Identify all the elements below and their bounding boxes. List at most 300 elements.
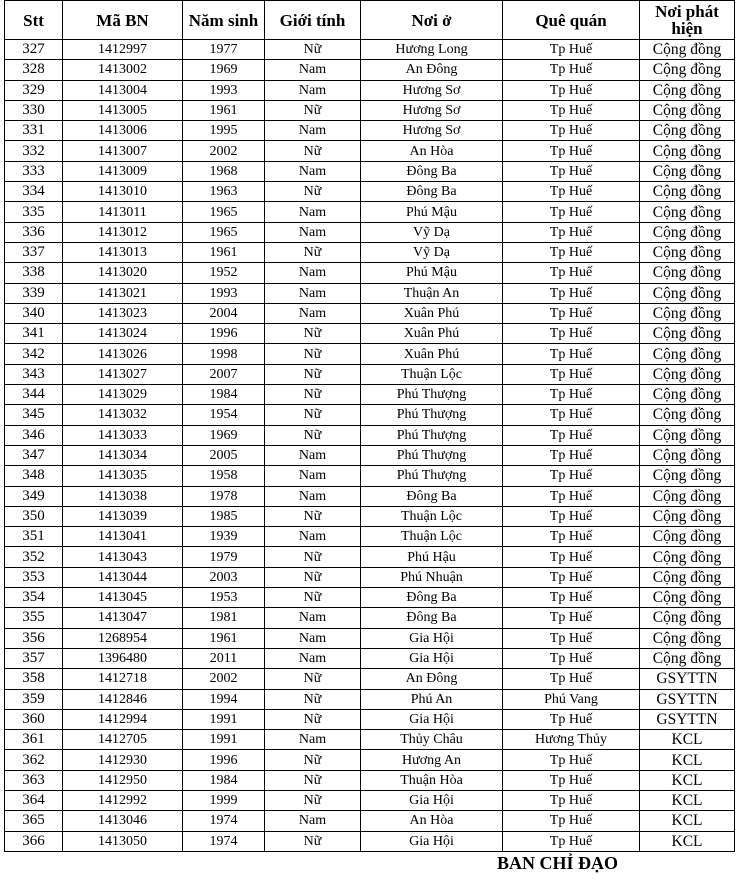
cell-patient-id: 1413002 bbox=[63, 60, 183, 80]
cell-birth-year: 2004 bbox=[183, 303, 265, 323]
cell-hometown: Hương Thủy bbox=[503, 730, 640, 750]
cell-detection-place: Cộng đồng bbox=[640, 385, 735, 405]
cell-detection-place: Cộng đồng bbox=[640, 527, 735, 547]
cell-patient-id: 1413020 bbox=[63, 263, 183, 283]
cell-birth-year: 1984 bbox=[183, 770, 265, 790]
table-row bbox=[5, 222, 735, 242]
cell-gender: Nữ bbox=[265, 790, 361, 810]
cell-birth-year: 2011 bbox=[183, 648, 265, 668]
cell-detection-place: Cộng đồng bbox=[640, 608, 735, 628]
cell-hometown: Tp Huế bbox=[503, 141, 640, 161]
cell-gender: Nữ bbox=[265, 547, 361, 567]
cell-hometown: Tp Huế bbox=[503, 100, 640, 120]
cell-birth-year: 1961 bbox=[183, 242, 265, 262]
cell-patient-id: 1413045 bbox=[63, 588, 183, 608]
table-row bbox=[5, 364, 735, 384]
cell-patient-id: 1412997 bbox=[63, 40, 183, 60]
cell-hometown: Tp Huế bbox=[503, 486, 640, 506]
cell-birth-year: 1977 bbox=[183, 40, 265, 60]
cell-stt: 344 bbox=[5, 385, 63, 405]
cell-hometown: Tp Huế bbox=[503, 506, 640, 526]
header-gender: Giới tính bbox=[265, 1, 361, 40]
cell-birth-year: 1954 bbox=[183, 405, 265, 425]
cell-birth-year: 1995 bbox=[183, 121, 265, 141]
cell-stt: 353 bbox=[5, 567, 63, 587]
cell-hometown: Tp Huế bbox=[503, 222, 640, 242]
cell-birth-year: 1952 bbox=[183, 263, 265, 283]
cell-detection-place: Cộng đồng bbox=[640, 364, 735, 384]
table-row bbox=[5, 182, 735, 202]
cell-birth-year: 1996 bbox=[183, 324, 265, 344]
cell-birth-year: 2005 bbox=[183, 445, 265, 465]
cell-hometown: Tp Huế bbox=[503, 669, 640, 689]
cell-residence: An Hòa bbox=[361, 811, 503, 831]
cell-stt: 361 bbox=[5, 730, 63, 750]
cell-hometown: Tp Huế bbox=[503, 567, 640, 587]
cell-hometown: Tp Huế bbox=[503, 831, 640, 851]
cell-residence: Đông Ba bbox=[361, 608, 503, 628]
cell-birth-year: 2002 bbox=[183, 669, 265, 689]
cell-stt: 358 bbox=[5, 669, 63, 689]
cell-birth-year: 1985 bbox=[183, 506, 265, 526]
cell-hometown: Tp Huế bbox=[503, 283, 640, 303]
cell-birth-year: 1984 bbox=[183, 385, 265, 405]
cell-gender: Nữ bbox=[265, 242, 361, 262]
cell-gender: Nữ bbox=[265, 100, 361, 120]
cell-birth-year: 1961 bbox=[183, 628, 265, 648]
table-row bbox=[5, 425, 735, 445]
table-body bbox=[5, 40, 735, 852]
cell-detection-place: Cộng đồng bbox=[640, 60, 735, 80]
cell-residence: Gia Hội bbox=[361, 628, 503, 648]
cell-patient-id: 1413047 bbox=[63, 608, 183, 628]
cell-detection-place: Cộng đồng bbox=[640, 303, 735, 323]
cell-stt: 337 bbox=[5, 242, 63, 262]
cell-stt: 331 bbox=[5, 121, 63, 141]
cell-gender: Nữ bbox=[265, 364, 361, 384]
cell-residence: An Hòa bbox=[361, 141, 503, 161]
cell-residence: Phú Thượng bbox=[361, 466, 503, 486]
cell-stt: 343 bbox=[5, 364, 63, 384]
table-row bbox=[5, 80, 735, 100]
cell-detection-place: Cộng đồng bbox=[640, 161, 735, 181]
cell-detection-place: Cộng đồng bbox=[640, 121, 735, 141]
cell-birth-year: 1963 bbox=[183, 182, 265, 202]
table-row bbox=[5, 811, 735, 831]
cell-hometown: Tp Huế bbox=[503, 202, 640, 222]
cell-birth-year: 1969 bbox=[183, 60, 265, 80]
cell-birth-year: 1939 bbox=[183, 527, 265, 547]
cell-birth-year: 1965 bbox=[183, 222, 265, 242]
cell-residence: Gia Hội bbox=[361, 790, 503, 810]
cell-residence: An Đông bbox=[361, 60, 503, 80]
cell-detection-place: Cộng đồng bbox=[640, 425, 735, 445]
table-row bbox=[5, 689, 735, 709]
cell-patient-id: 1413004 bbox=[63, 80, 183, 100]
cell-birth-year: 1978 bbox=[183, 486, 265, 506]
cell-residence: Xuân Phú bbox=[361, 324, 503, 344]
cell-stt: 334 bbox=[5, 182, 63, 202]
cell-gender: Nam bbox=[265, 222, 361, 242]
cell-birth-year: 1974 bbox=[183, 811, 265, 831]
cell-stt: 340 bbox=[5, 303, 63, 323]
header-hometown: Quê quán bbox=[503, 1, 640, 40]
cell-gender: Nam bbox=[265, 121, 361, 141]
cell-residence: Thuận Lộc bbox=[361, 527, 503, 547]
cell-hometown: Tp Huế bbox=[503, 750, 640, 770]
cell-hometown: Tp Huế bbox=[503, 303, 640, 323]
header-residence: Nơi ở bbox=[361, 1, 503, 40]
cell-residence: Đông Ba bbox=[361, 182, 503, 202]
cell-detection-place: Cộng đồng bbox=[640, 405, 735, 425]
cell-gender: Nữ bbox=[265, 344, 361, 364]
cell-residence: Phú Thượng bbox=[361, 405, 503, 425]
cell-gender: Nam bbox=[265, 263, 361, 283]
cell-residence: Hương An bbox=[361, 750, 503, 770]
cell-residence: Thuận Lộc bbox=[361, 364, 503, 384]
cell-hometown: Tp Huế bbox=[503, 40, 640, 60]
cell-residence: Phú Mậu bbox=[361, 202, 503, 222]
cell-stt: 359 bbox=[5, 689, 63, 709]
table-row bbox=[5, 141, 735, 161]
table-row bbox=[5, 567, 735, 587]
cell-detection-place: Cộng đồng bbox=[640, 242, 735, 262]
cell-gender: Nam bbox=[265, 303, 361, 323]
cell-residence: Đông Ba bbox=[361, 588, 503, 608]
cell-hometown: Phú Vang bbox=[503, 689, 640, 709]
cell-hometown: Tp Huế bbox=[503, 405, 640, 425]
cell-patient-id: 1413044 bbox=[63, 567, 183, 587]
cell-birth-year: 1969 bbox=[183, 425, 265, 445]
cell-residence: Vỹ Dạ bbox=[361, 222, 503, 242]
cell-hometown: Tp Huế bbox=[503, 344, 640, 364]
cell-gender: Nữ bbox=[265, 750, 361, 770]
cell-patient-id: 1413006 bbox=[63, 121, 183, 141]
header-patient-id: Mã BN bbox=[63, 1, 183, 40]
cell-hometown: Tp Huế bbox=[503, 364, 640, 384]
cell-residence: Gia Hội bbox=[361, 709, 503, 729]
cell-patient-id: 1413041 bbox=[63, 527, 183, 547]
cell-gender: Nữ bbox=[265, 709, 361, 729]
cell-detection-place: Cộng đồng bbox=[640, 445, 735, 465]
table-row bbox=[5, 445, 735, 465]
cell-gender: Nữ bbox=[265, 405, 361, 425]
cell-stt: 338 bbox=[5, 263, 63, 283]
cell-stt: 327 bbox=[5, 40, 63, 60]
cell-patient-id: 1413009 bbox=[63, 161, 183, 181]
table-row bbox=[5, 486, 735, 506]
cell-gender: Nữ bbox=[265, 141, 361, 161]
cell-stt: 330 bbox=[5, 100, 63, 120]
cell-hometown: Tp Huế bbox=[503, 80, 640, 100]
cell-gender: Nữ bbox=[265, 385, 361, 405]
cell-detection-place: KCL bbox=[640, 811, 735, 831]
cell-residence: Thủy Châu bbox=[361, 730, 503, 750]
cell-stt: 357 bbox=[5, 648, 63, 668]
cell-patient-id: 1268954 bbox=[63, 628, 183, 648]
cell-gender: Nam bbox=[265, 161, 361, 181]
cell-patient-id: 1413050 bbox=[63, 831, 183, 851]
cell-hometown: Tp Huế bbox=[503, 425, 640, 445]
cell-stt: 360 bbox=[5, 709, 63, 729]
table-row bbox=[5, 242, 735, 262]
table-row bbox=[5, 648, 735, 668]
cell-hometown: Tp Huế bbox=[503, 242, 640, 262]
cell-detection-place: Cộng đồng bbox=[640, 80, 735, 100]
cell-stt: 335 bbox=[5, 202, 63, 222]
cell-patient-id: 1413038 bbox=[63, 486, 183, 506]
cell-patient-id: 1412994 bbox=[63, 709, 183, 729]
table-row bbox=[5, 344, 735, 364]
header-detection-place: Nơi phát hiện bbox=[640, 1, 735, 40]
cell-residence: Thuận Lộc bbox=[361, 506, 503, 526]
cell-detection-place: Cộng đồng bbox=[640, 324, 735, 344]
cell-residence: Phú Mậu bbox=[361, 263, 503, 283]
table-header-row bbox=[5, 1, 735, 40]
cell-gender: Nữ bbox=[265, 831, 361, 851]
cell-patient-id: 1413046 bbox=[63, 811, 183, 831]
cell-hometown: Tp Huế bbox=[503, 161, 640, 181]
cell-gender: Nữ bbox=[265, 770, 361, 790]
cell-stt: 364 bbox=[5, 790, 63, 810]
cell-hometown: Tp Huế bbox=[503, 790, 640, 810]
cell-detection-place: KCL bbox=[640, 750, 735, 770]
table-row bbox=[5, 831, 735, 851]
cell-detection-place: Cộng đồng bbox=[640, 628, 735, 648]
cell-detection-place: Cộng đồng bbox=[640, 222, 735, 242]
cell-residence: Xuân Phú bbox=[361, 303, 503, 323]
table-row bbox=[5, 770, 735, 790]
cell-residence: Vỹ Dạ bbox=[361, 242, 503, 262]
table-row bbox=[5, 283, 735, 303]
cell-patient-id: 1413034 bbox=[63, 445, 183, 465]
cell-detection-place: KCL bbox=[640, 770, 735, 790]
cell-gender: Nữ bbox=[265, 567, 361, 587]
cell-detection-place: KCL bbox=[640, 831, 735, 851]
cell-stt: 351 bbox=[5, 527, 63, 547]
cell-residence: Phú Nhuận bbox=[361, 567, 503, 587]
cell-stt: 328 bbox=[5, 60, 63, 80]
cell-hometown: Tp Huế bbox=[503, 648, 640, 668]
cell-residence: Xuân Phú bbox=[361, 344, 503, 364]
cell-detection-place: KCL bbox=[640, 730, 735, 750]
cell-gender: Nam bbox=[265, 80, 361, 100]
cell-hometown: Tp Huế bbox=[503, 547, 640, 567]
cell-hometown: Tp Huế bbox=[503, 588, 640, 608]
cell-detection-place: Cộng đồng bbox=[640, 588, 735, 608]
cell-patient-id: 1413035 bbox=[63, 466, 183, 486]
cell-gender: Nam bbox=[265, 60, 361, 80]
cell-patient-id: 1412992 bbox=[63, 790, 183, 810]
cell-patient-id: 1412930 bbox=[63, 750, 183, 770]
cell-hometown: Tp Huế bbox=[503, 263, 640, 283]
cell-stt: 348 bbox=[5, 466, 63, 486]
cell-gender: Nữ bbox=[265, 182, 361, 202]
cell-stt: 366 bbox=[5, 831, 63, 851]
header-birth-year: Năm sinh bbox=[183, 1, 265, 40]
table-row bbox=[5, 790, 735, 810]
cell-stt: 339 bbox=[5, 283, 63, 303]
cell-birth-year: 2002 bbox=[183, 141, 265, 161]
cell-stt: 341 bbox=[5, 324, 63, 344]
cell-birth-year: 1999 bbox=[183, 790, 265, 810]
cell-gender: Nữ bbox=[265, 506, 361, 526]
cell-stt: 346 bbox=[5, 425, 63, 445]
cell-patient-id: 1413013 bbox=[63, 242, 183, 262]
table-row bbox=[5, 466, 735, 486]
cell-residence: Gia Hội bbox=[361, 648, 503, 668]
table-row bbox=[5, 506, 735, 526]
cell-stt: 332 bbox=[5, 141, 63, 161]
cell-detection-place: Cộng đồng bbox=[640, 40, 735, 60]
cell-detection-place: GSYTTN bbox=[640, 689, 735, 709]
cell-residence: Hương Sơ bbox=[361, 100, 503, 120]
cell-gender: Nữ bbox=[265, 425, 361, 445]
cell-residence: Đông Ba bbox=[361, 161, 503, 181]
table-row bbox=[5, 405, 735, 425]
cell-detection-place: Cộng đồng bbox=[640, 567, 735, 587]
cell-birth-year: 1979 bbox=[183, 547, 265, 567]
cell-detection-place: GSYTTN bbox=[640, 669, 735, 689]
header-stt: Stt bbox=[5, 1, 63, 40]
table-row bbox=[5, 750, 735, 770]
cell-hometown: Tp Huế bbox=[503, 324, 640, 344]
table-row bbox=[5, 263, 735, 283]
cell-hometown: Tp Huế bbox=[503, 709, 640, 729]
table-row bbox=[5, 669, 735, 689]
cell-birth-year: 1993 bbox=[183, 80, 265, 100]
cell-patient-id: 1413007 bbox=[63, 141, 183, 161]
cell-residence: Phú Thượng bbox=[361, 425, 503, 445]
cell-detection-place: KCL bbox=[640, 790, 735, 810]
table-row bbox=[5, 527, 735, 547]
cell-detection-place: Cộng đồng bbox=[640, 283, 735, 303]
cell-hometown: Tp Huế bbox=[503, 466, 640, 486]
cell-stt: 362 bbox=[5, 750, 63, 770]
cell-residence: An Đông bbox=[361, 669, 503, 689]
cell-gender: Nam bbox=[265, 202, 361, 222]
cell-stt: 354 bbox=[5, 588, 63, 608]
cell-stt: 347 bbox=[5, 445, 63, 465]
cell-hometown: Tp Huế bbox=[503, 121, 640, 141]
cell-patient-id: 1413021 bbox=[63, 283, 183, 303]
cell-birth-year: 2007 bbox=[183, 364, 265, 384]
cell-patient-id: 1412718 bbox=[63, 669, 183, 689]
cell-hometown: Tp Huế bbox=[503, 60, 640, 80]
cell-residence: Thuận Hòa bbox=[361, 770, 503, 790]
cell-birth-year: 1991 bbox=[183, 730, 265, 750]
cell-hometown: Tp Huế bbox=[503, 527, 640, 547]
table-row bbox=[5, 385, 735, 405]
cell-birth-year: 1961 bbox=[183, 100, 265, 120]
cell-birth-year: 1958 bbox=[183, 466, 265, 486]
table-row bbox=[5, 100, 735, 120]
table-row bbox=[5, 202, 735, 222]
cell-gender: Nữ bbox=[265, 669, 361, 689]
cell-detection-place: Cộng đồng bbox=[640, 344, 735, 364]
cell-hometown: Tp Huế bbox=[503, 770, 640, 790]
cell-detection-place: Cộng đồng bbox=[640, 648, 735, 668]
cell-stt: 345 bbox=[5, 405, 63, 425]
cell-patient-id: 1413033 bbox=[63, 425, 183, 445]
cell-gender: Nam bbox=[265, 445, 361, 465]
cell-gender: Nam bbox=[265, 283, 361, 303]
cell-gender: Nam bbox=[265, 648, 361, 668]
cell-birth-year: 1974 bbox=[183, 831, 265, 851]
cell-patient-id: 1413010 bbox=[63, 182, 183, 202]
cell-patient-id: 1413011 bbox=[63, 202, 183, 222]
cell-detection-place: Cộng đồng bbox=[640, 263, 735, 283]
cell-detection-place: Cộng đồng bbox=[640, 141, 735, 161]
cell-gender: Nam bbox=[265, 486, 361, 506]
cell-residence: Phú An bbox=[361, 689, 503, 709]
table-row bbox=[5, 303, 735, 323]
cell-hometown: Tp Huế bbox=[503, 385, 640, 405]
cell-birth-year: 1981 bbox=[183, 608, 265, 628]
cell-detection-place: Cộng đồng bbox=[640, 466, 735, 486]
cell-gender: Nam bbox=[265, 466, 361, 486]
cell-gender: Nam bbox=[265, 730, 361, 750]
table-row bbox=[5, 588, 735, 608]
cell-birth-year: 1993 bbox=[183, 283, 265, 303]
cell-patient-id: 1413024 bbox=[63, 324, 183, 344]
cell-stt: 352 bbox=[5, 547, 63, 567]
cell-stt: 333 bbox=[5, 161, 63, 181]
cell-stt: 342 bbox=[5, 344, 63, 364]
cell-patient-id: 1413032 bbox=[63, 405, 183, 425]
cell-birth-year: 1998 bbox=[183, 344, 265, 364]
cell-residence: Phú Thượng bbox=[361, 445, 503, 465]
cell-stt: 356 bbox=[5, 628, 63, 648]
cell-residence: Phú Thượng bbox=[361, 385, 503, 405]
table-row bbox=[5, 161, 735, 181]
cell-detection-place: Cộng đồng bbox=[640, 182, 735, 202]
cell-birth-year: 1994 bbox=[183, 689, 265, 709]
cell-stt: 349 bbox=[5, 486, 63, 506]
table-row bbox=[5, 608, 735, 628]
cell-patient-id: 1412705 bbox=[63, 730, 183, 750]
cell-birth-year: 1953 bbox=[183, 588, 265, 608]
cell-patient-id: 1413027 bbox=[63, 364, 183, 384]
cell-patient-id: 1396480 bbox=[63, 648, 183, 668]
cell-detection-place: GSYTTN bbox=[640, 709, 735, 729]
cell-birth-year: 2003 bbox=[183, 567, 265, 587]
cell-gender: Nữ bbox=[265, 689, 361, 709]
table-row bbox=[5, 628, 735, 648]
cell-hometown: Tp Huế bbox=[503, 182, 640, 202]
cell-gender: Nữ bbox=[265, 40, 361, 60]
table-row bbox=[5, 324, 735, 344]
table-row bbox=[5, 121, 735, 141]
cell-patient-id: 1413012 bbox=[63, 222, 183, 242]
cell-hometown: Tp Huế bbox=[503, 608, 640, 628]
cell-residence: Thuận An bbox=[361, 283, 503, 303]
table-row bbox=[5, 730, 735, 750]
cell-patient-id: 1413039 bbox=[63, 506, 183, 526]
patient-table bbox=[4, 0, 735, 852]
cell-patient-id: 1413005 bbox=[63, 100, 183, 120]
cell-hometown: Tp Huế bbox=[503, 811, 640, 831]
cell-stt: 336 bbox=[5, 222, 63, 242]
cell-gender: Nữ bbox=[265, 588, 361, 608]
cell-patient-id: 1412950 bbox=[63, 770, 183, 790]
cell-gender: Nam bbox=[265, 628, 361, 648]
cell-stt: 365 bbox=[5, 811, 63, 831]
cell-hometown: Tp Huế bbox=[503, 628, 640, 648]
table-row bbox=[5, 547, 735, 567]
cell-patient-id: 1412846 bbox=[63, 689, 183, 709]
cell-detection-place: Cộng đồng bbox=[640, 547, 735, 567]
